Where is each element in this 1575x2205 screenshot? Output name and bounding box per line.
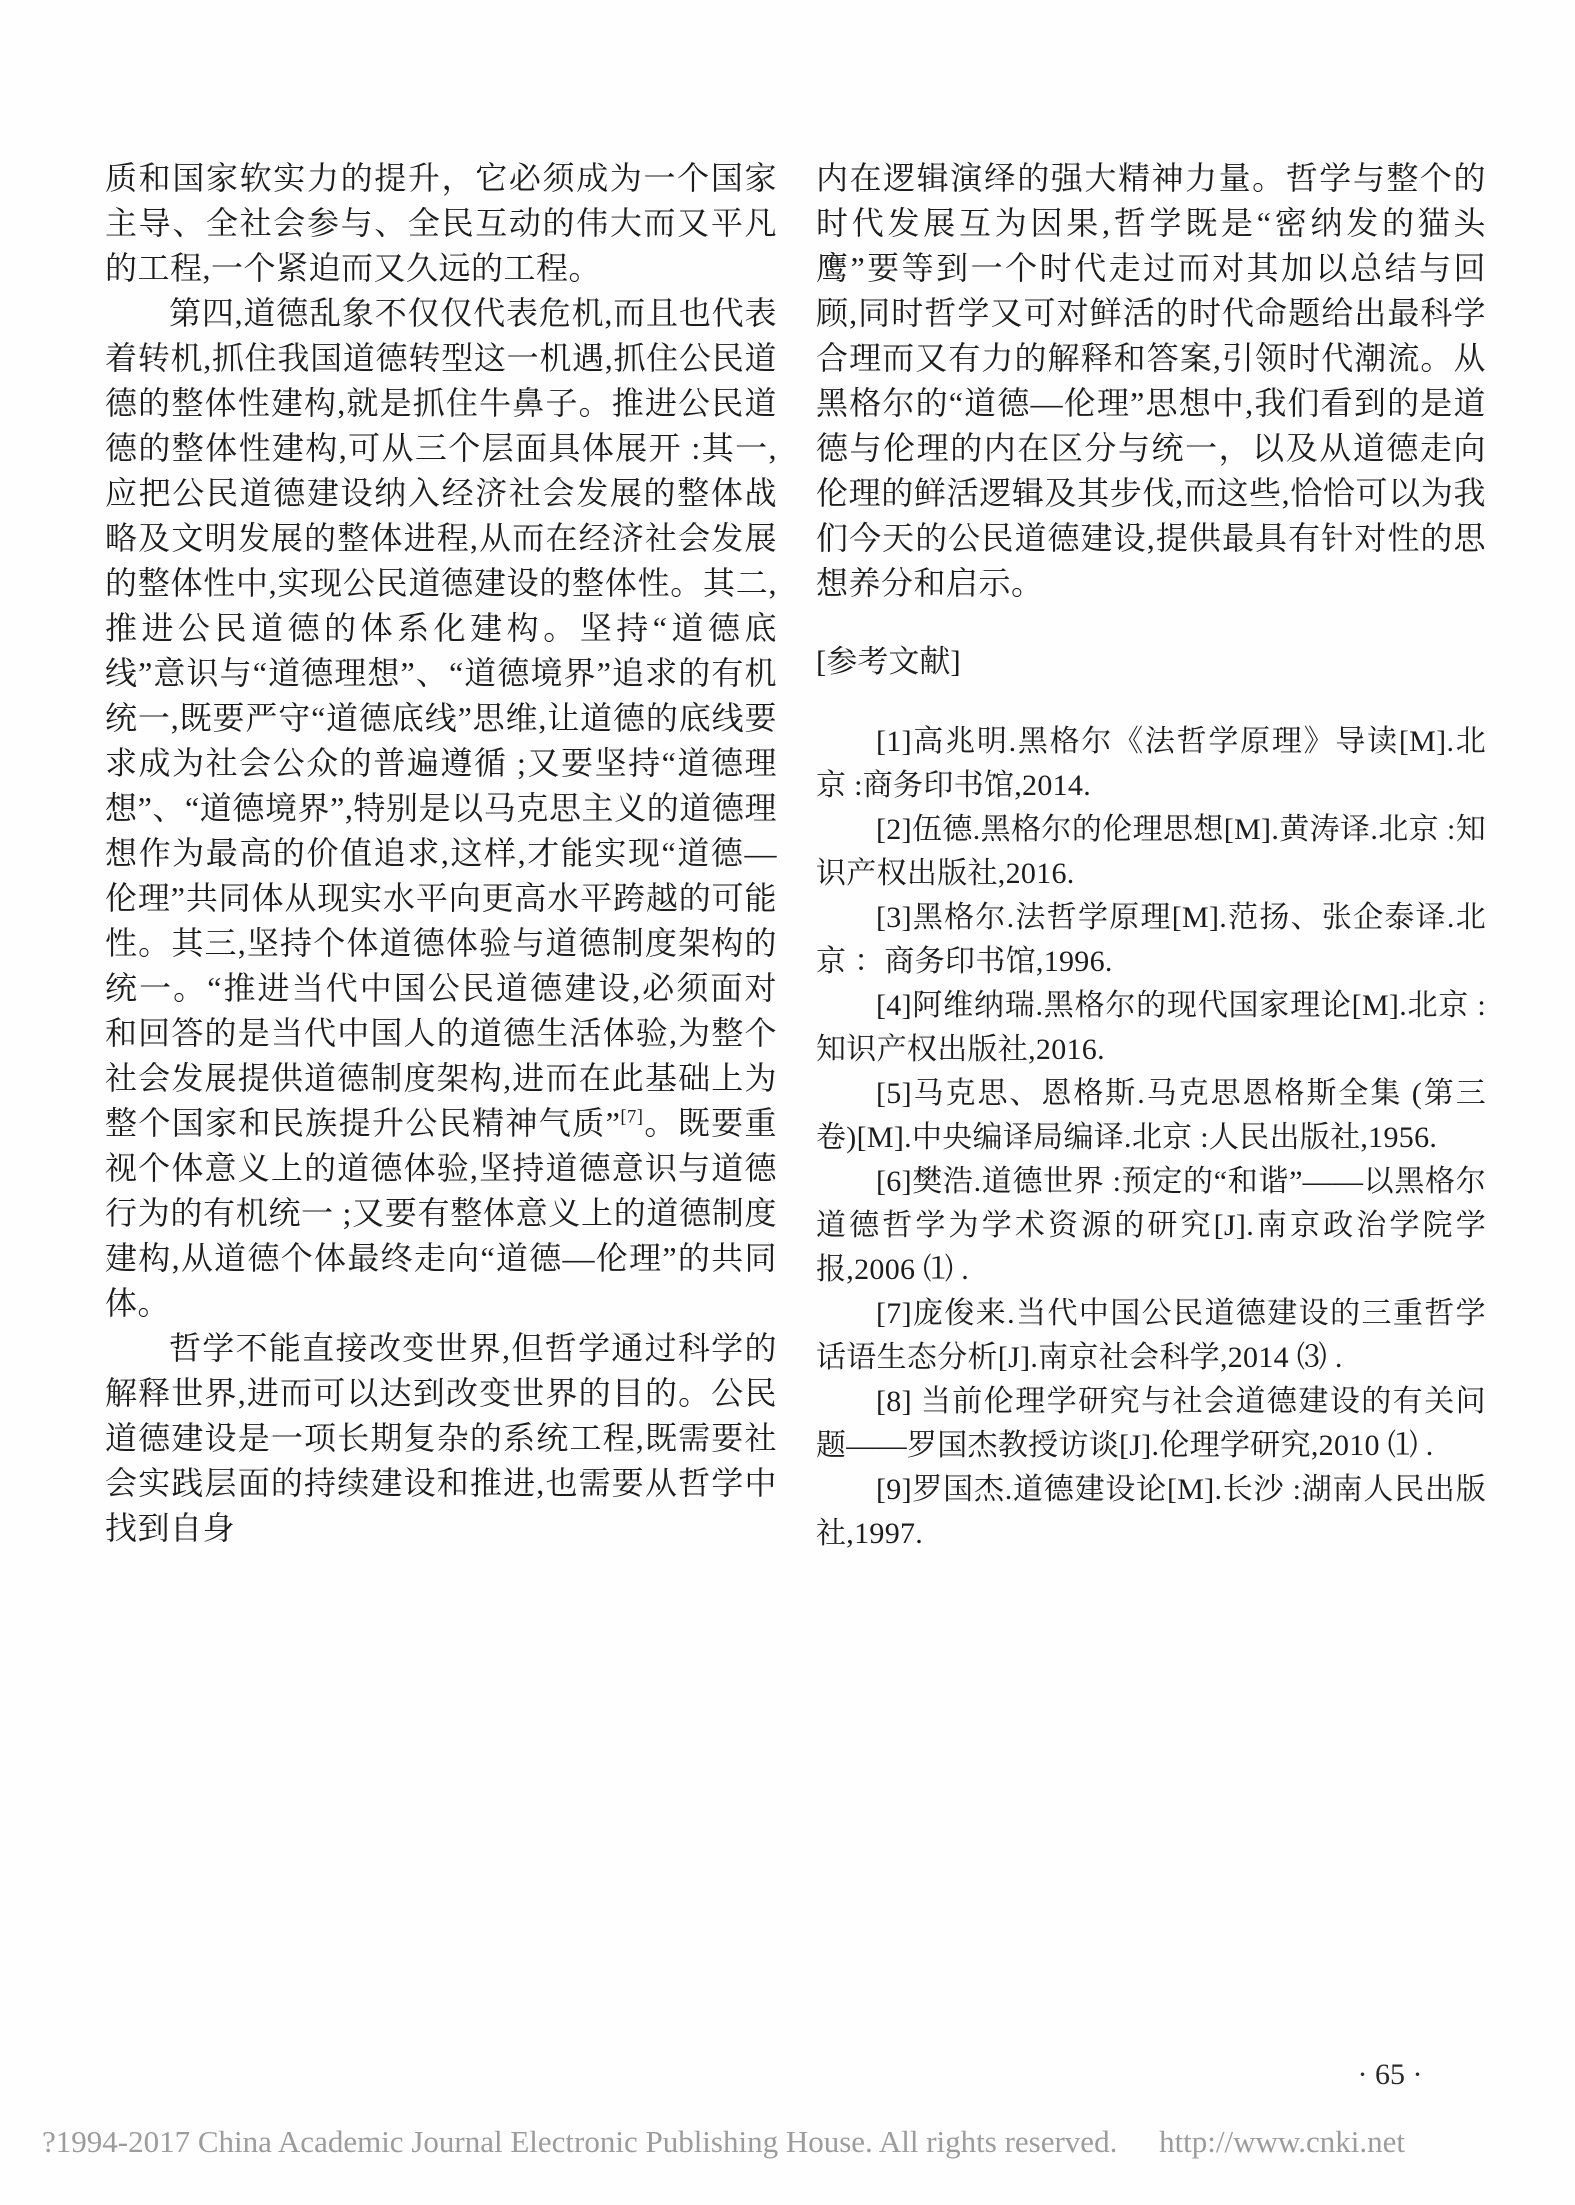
- references-section-header: [参考文献]: [816, 644, 961, 679]
- copyright-text: ?1994-2017 China Academic Journal Electronic Publishing House. All rights reserved.: [42, 2124, 1118, 2159]
- publisher-watermark: [42, 2124, 1442, 2160]
- paragraph-point-four: [105, 291, 777, 1326]
- paragraph-continuation: 内在逻辑演绎的强大精神力量。哲学与整个的时代发展互为因果,哲学既是“密纳发的猫头鹰”要等到一个时代走过而对其加以总结与回顾,同时哲学又可对鲜活的时代命题给出最科学合理而又有力的解释和答案,引领时代潮流。从黑格尔的“道德—伦理”思想中,我们看到的是道德与伦理的内在区分与统一，以及从道德走向伦理的鲜活逻辑及其步伐,而这些,恰恰可以为我们今天的公民道德建设,提供最具有针对性的思想养分和启示。: [816, 160, 1486, 601]
- right-text-column: [816, 156, 1486, 1556]
- reference-item-1: [1]高兆明.黑格尔《法哲学原理》导读[M].北京 :商务印书馆,2014.: [816, 725, 1486, 802]
- citation-superscript-7: [7]: [620, 1106, 644, 1128]
- paragraph-philosophy: 哲学不能直接改变世界,但哲学通过科学的解释世界,进而可以达到改变世界的目的。公民道德建设是一项长期复杂的系统工程,既需要社会实践层面的持续建设和推进,也需要从哲学中找到自身: [105, 1330, 777, 1546]
- reference-item-2: [2]伍德.黑格尔的伦理思想[M].黄涛译.北京 :知识产权出版社,2016.: [816, 813, 1486, 890]
- reference-item-6: [6]樊浩.道德世界 :预定的“和谐”——以黑格尔道德哲学为学术资源的研究[J].南京政治学院学报,2006 ⑴ .: [816, 1165, 1486, 1286]
- paragraph-text: 。既要重视个体意义上的道德体验,坚持道德意识与道德行为的有机统一 ;又要有整体意义上的道德制度建构,从道德个体最终走向“道德—伦理”的共同体。: [105, 1105, 777, 1321]
- paragraph-text: 第四,道德乱象不仅仅代表危机,而且也代表着转机,抓住我国道德转型这一机遇,抓住公民道德的整体性建构,就是抓住牛鼻子。推进公民道德的整体性建构,可从三个层面具体展开 :其一,应把公民道德建设纳入经济社会发展的整体战略及文明发展的整体进程,从而在经济社会发展的整体性中,实现公民道德建设的整体性。其二,推进公民道德的体系化建构。坚持“道德底线”意识与“道德理想”、“道德境界”追求的有机统一,既要严守“道德底线”思维,让道德的底线要求成为社会公众的普遍遵循 ;又要坚持“道德理想”、“道德境界”,特别是以马克思主义的道德理想作为最高的价值追求,这样,才能实现“道德—伦理”共同体从现实水平向更高水平跨越的可能性。其三,坚持个体道德体验与道德制度架构的统一。“推进当代中国公民道德建设,必须面对和回答的是当代中国人的道德生活体验,为整个社会发展提供道德制度架构,进而在此基础上为整个国家和民族提升公民精神气质”: [105, 295, 777, 1141]
- reference-item-9: [9]罗国杰.道德建设论[M].长沙 :湖南人民出版社,1997.: [816, 1473, 1486, 1550]
- reference-item-7: [7]庞俊来.当代中国公民道德建设的三重哲学话语生态分析[J].南京社会科学,2014 ⑶ .: [816, 1297, 1486, 1374]
- paragraph-continuation: 质和国家软实力的提升，它必须成为一个国家主导、全社会参与、全民互动的伟大而又平凡的工程,一个紧迫而又久远的工程。: [105, 160, 777, 286]
- reference-item-4: [4]阿维纳瑞.黑格尔的现代国家理论[M].北京 :知识产权出版社,2016.: [816, 989, 1486, 1066]
- reference-item-5: [5]马克思、恩格斯.马克思恩格斯全集 (第三卷)[M].中央编译局编译.北京 :人民出版社,1956.: [816, 1077, 1486, 1154]
- page-number: · 65 ·: [1357, 2058, 1423, 2091]
- reference-item-3: [3]黑格尔.法哲学原理[M].范扬、张企泰译.北京 ：商务印书馆,1996.: [816, 901, 1486, 978]
- cnki-url: http://www.cnki.net: [1159, 2124, 1406, 2159]
- reference-item-8: [8] 当前伦理学研究与社会道德建设的有关问题——罗国杰教授访谈[J].伦理学研究,2010 ⑴ .: [816, 1385, 1486, 1462]
- left-text-column: [105, 156, 777, 1551]
